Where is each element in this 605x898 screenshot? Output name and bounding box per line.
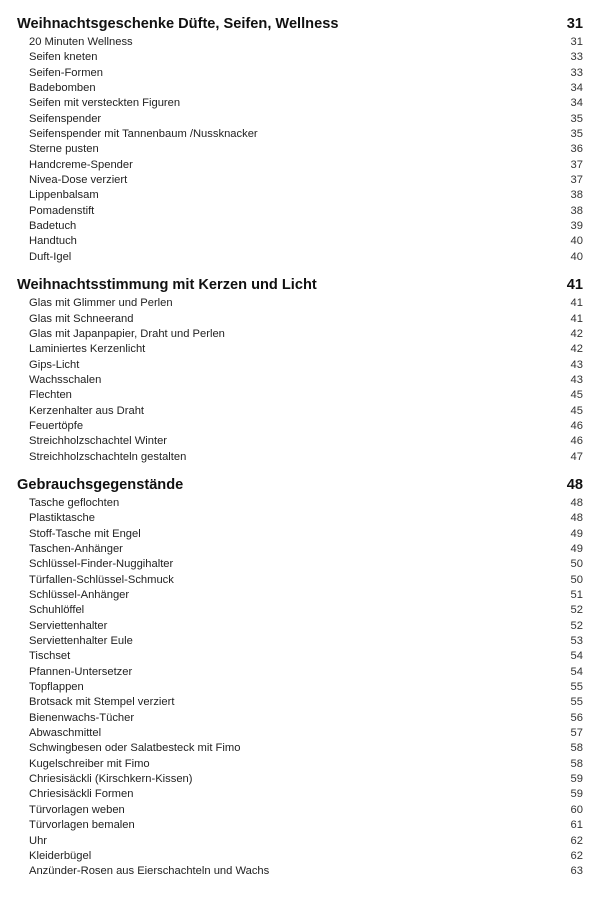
entry-page-number: 52 — [570, 604, 583, 617]
entry-page-number: 47 — [570, 450, 583, 463]
entry-title: Türfallen-Schlüssel-Schmuck — [29, 573, 174, 586]
entry-title: Wachsschalen — [29, 373, 102, 386]
entry-title: Kleiderbügel — [29, 849, 92, 862]
toc-entry — [17, 573, 583, 588]
entry-title: Glas mit Japanpapier, Draht und Perlen — [29, 327, 225, 340]
toc-entry — [17, 634, 583, 649]
entry-title: Chriesisäckli (Kirschkern-Kissen) — [29, 773, 193, 786]
toc-entry — [17, 711, 583, 726]
section-heading — [17, 474, 583, 496]
entry-title: 20 Minuten Wellness — [29, 36, 133, 48]
entry-page-number: 34 — [570, 82, 583, 95]
entry-page-number: 45 — [570, 389, 583, 402]
entry-page-number: 51 — [570, 589, 583, 601]
toc-entry — [17, 342, 583, 357]
toc-entry — [17, 450, 583, 465]
toc-entry — [17, 772, 583, 787]
toc-entry — [17, 327, 583, 342]
entry-page-number: 46 — [570, 435, 583, 448]
toc-entry — [17, 741, 583, 756]
section-entries — [17, 496, 583, 880]
entry-title: Seifenspender — [29, 112, 102, 125]
toc-entry — [17, 373, 583, 388]
entry-page-number: 56 — [570, 711, 583, 724]
entry-page-number: 40 — [570, 250, 583, 263]
entry-page-number: 42 — [570, 327, 583, 340]
entry-title: Feuertöpfe — [29, 419, 84, 432]
toc-entry — [17, 588, 583, 603]
entry-title: Tischset — [29, 650, 71, 663]
toc-entry — [17, 542, 583, 557]
entry-page-number: 33 — [570, 51, 583, 64]
toc-entry — [17, 358, 583, 373]
entry-page-number: 58 — [570, 757, 583, 770]
entry-page-number: 49 — [570, 527, 583, 540]
toc-entry — [17, 511, 583, 526]
toc-entry — [17, 96, 583, 111]
table-of-contents — [17, 13, 583, 880]
entry-title: Badetuch — [29, 220, 77, 233]
toc-entry — [17, 66, 583, 81]
entry-page-number: 38 — [570, 204, 583, 217]
entry-page-number: 45 — [570, 404, 583, 417]
entry-page-number: 48 — [570, 512, 583, 525]
entry-page-number: 59 — [570, 788, 583, 801]
entry-page-number: 55 — [570, 696, 583, 709]
entry-page-number: 54 — [570, 650, 583, 663]
entry-title: Kerzenhalter aus Draht — [29, 404, 145, 417]
toc-entry — [17, 219, 583, 234]
entry-title: Schwingbesen oder Salatbesteck mit Fimo — [29, 742, 241, 755]
entry-page-number: 62 — [570, 834, 583, 847]
entry-page-number: 38 — [570, 189, 583, 202]
entry-page-number: 49 — [570, 542, 583, 555]
entry-title: Streichholzschachteln gestalten — [29, 450, 187, 463]
section-entries — [17, 296, 583, 465]
entry-page-number: 57 — [570, 727, 583, 740]
entry-title: Laminiertes Kerzenlicht — [29, 343, 146, 356]
entry-page-number: 42 — [570, 343, 583, 356]
entry-title: Pomadenstift — [29, 204, 95, 217]
toc-entry — [17, 434, 583, 449]
entry-title: Taschen-Anhänger — [29, 542, 123, 555]
toc-entry — [17, 557, 583, 572]
entry-title: Anzünder-Rosen aus Eierschachteln und Wachs — [29, 865, 270, 878]
toc-entry — [17, 35, 583, 50]
entry-title: Seifen mit versteckten Figuren — [29, 97, 181, 110]
toc-entry — [17, 250, 583, 265]
entry-page-number: 50 — [570, 573, 583, 586]
entry-title: Seifen kneten — [29, 51, 98, 64]
toc-entry — [17, 188, 583, 203]
entry-title: Serviettenhalter Eule — [29, 635, 133, 648]
entry-title: Uhr — [29, 834, 48, 847]
toc-entry — [17, 50, 583, 65]
entry-title: Sterne pusten — [29, 143, 99, 156]
entry-page-number: 62 — [570, 849, 583, 862]
toc-entry — [17, 818, 583, 833]
entry-page-number: 31 — [570, 36, 583, 48]
entry-title: Tasche geflochten — [29, 496, 120, 509]
toc-entry — [17, 757, 583, 772]
toc-entry — [17, 404, 583, 419]
section-page-number: 31 — [566, 16, 583, 32]
entry-title: Badebomben — [29, 82, 96, 95]
toc-entry — [17, 419, 583, 434]
section-heading — [17, 274, 583, 296]
toc-entry — [17, 787, 583, 802]
entry-page-number: 39 — [570, 220, 583, 233]
entry-page-number: 41 — [570, 312, 583, 325]
entry-title: Duft-Igel — [29, 250, 72, 263]
entry-title: Chriesisäckli Formen — [29, 788, 134, 801]
toc-entry — [17, 619, 583, 634]
entry-title: Abwaschmittel — [29, 727, 102, 740]
entry-title: Glas mit Glimmer und Perlen — [29, 297, 173, 310]
toc-entry — [17, 112, 583, 127]
entry-page-number: 33 — [570, 66, 583, 79]
toc-entry — [17, 204, 583, 219]
entry-title: Glas mit Schneerand — [29, 312, 134, 325]
section-page-number: 41 — [566, 277, 583, 294]
entry-title: Türvorlagen weben — [29, 803, 125, 816]
toc-entry — [17, 849, 583, 864]
entry-title: Bienenwachs-Tücher — [29, 711, 135, 724]
entry-title: Gips-Licht — [29, 358, 80, 371]
toc-section — [17, 13, 583, 265]
toc-entry — [17, 680, 583, 695]
entry-title: Stoff-Tasche mit Engel — [29, 527, 141, 540]
entry-title: Nivea-Dose verziert — [29, 174, 128, 187]
toc-entry — [17, 864, 583, 879]
entry-page-number: 60 — [570, 803, 583, 816]
section-title: Weihnachtsgeschenke Düfte, Seifen, Wellness — [17, 16, 339, 32]
entry-title: Schuhlöffel — [29, 604, 85, 617]
entry-title: Schlüssel-Anhänger — [29, 589, 130, 601]
toc-entry — [17, 803, 583, 818]
toc-section — [17, 474, 583, 880]
entry-page-number: 50 — [570, 558, 583, 571]
entry-title: Brotsack mit Stempel verziert — [29, 696, 175, 709]
entry-title: Handcreme-Spender — [29, 158, 133, 171]
entry-page-number: 34 — [570, 97, 583, 110]
entry-title: Flechten — [29, 389, 72, 402]
entry-page-number: 36 — [570, 143, 583, 156]
toc-entry — [17, 834, 583, 849]
toc-entry — [17, 527, 583, 542]
entry-title: Handtuch — [29, 235, 77, 248]
entry-page-number: 35 — [570, 112, 583, 125]
toc-entry — [17, 603, 583, 618]
section-heading — [17, 13, 583, 35]
entry-page-number: 41 — [570, 297, 583, 310]
entry-title: Serviettenhalter — [29, 619, 108, 632]
section-title: Gebrauchsgegenstände — [17, 476, 184, 493]
entry-page-number: 63 — [570, 865, 583, 878]
entry-page-number: 61 — [570, 819, 583, 832]
entry-page-number: 53 — [570, 635, 583, 648]
entry-title: Pfannen-Untersetzer — [29, 665, 133, 678]
entry-page-number: 37 — [570, 158, 583, 171]
toc-entry — [17, 695, 583, 710]
entry-page-number: 43 — [570, 373, 583, 386]
toc-entry — [17, 649, 583, 664]
toc-entry — [17, 81, 583, 96]
toc-entry — [17, 296, 583, 311]
entry-page-number: 54 — [570, 665, 583, 678]
section-entries — [17, 35, 583, 265]
entry-title: Schlüssel-Finder-Nuggihalter — [29, 558, 174, 571]
toc-entry — [17, 388, 583, 403]
toc-entry — [17, 127, 583, 142]
entry-page-number: 58 — [570, 742, 583, 755]
toc-entry — [17, 726, 583, 741]
entry-page-number: 48 — [570, 496, 583, 509]
entry-page-number: 35 — [570, 128, 583, 141]
entry-page-number: 43 — [570, 358, 583, 371]
entry-page-number: 37 — [570, 174, 583, 187]
entry-title: Streichholzschachtel Winter — [29, 435, 168, 448]
toc-entry — [17, 158, 583, 173]
toc-entry — [17, 665, 583, 680]
toc-entry — [17, 496, 583, 511]
entry-page-number: 46 — [570, 419, 583, 432]
entry-title: Kugelschreiber mit Fimo — [29, 757, 150, 770]
section-title: Weihnachtsstimmung mit Kerzen und Licht — [17, 277, 317, 294]
entry-title: Lippenbalsam — [29, 189, 99, 202]
toc-entry — [17, 142, 583, 157]
toc-entry — [17, 234, 583, 249]
entry-title: Seifenspender mit Tannenbaum /Nussknacker — [29, 128, 258, 141]
entry-page-number: 40 — [570, 235, 583, 248]
entry-title: Seifen-Formen — [29, 66, 103, 79]
entry-title: Plastiktasche — [29, 512, 95, 525]
toc-entry — [17, 173, 583, 188]
entry-page-number: 59 — [570, 773, 583, 786]
toc-entry — [17, 312, 583, 327]
entry-title: Topflappen — [29, 681, 84, 694]
entry-page-number: 55 — [570, 681, 583, 694]
section-page-number: 48 — [566, 476, 583, 493]
entry-title: Türvorlagen bemalen — [29, 819, 135, 832]
entry-page-number: 52 — [570, 619, 583, 632]
toc-section — [17, 274, 583, 465]
